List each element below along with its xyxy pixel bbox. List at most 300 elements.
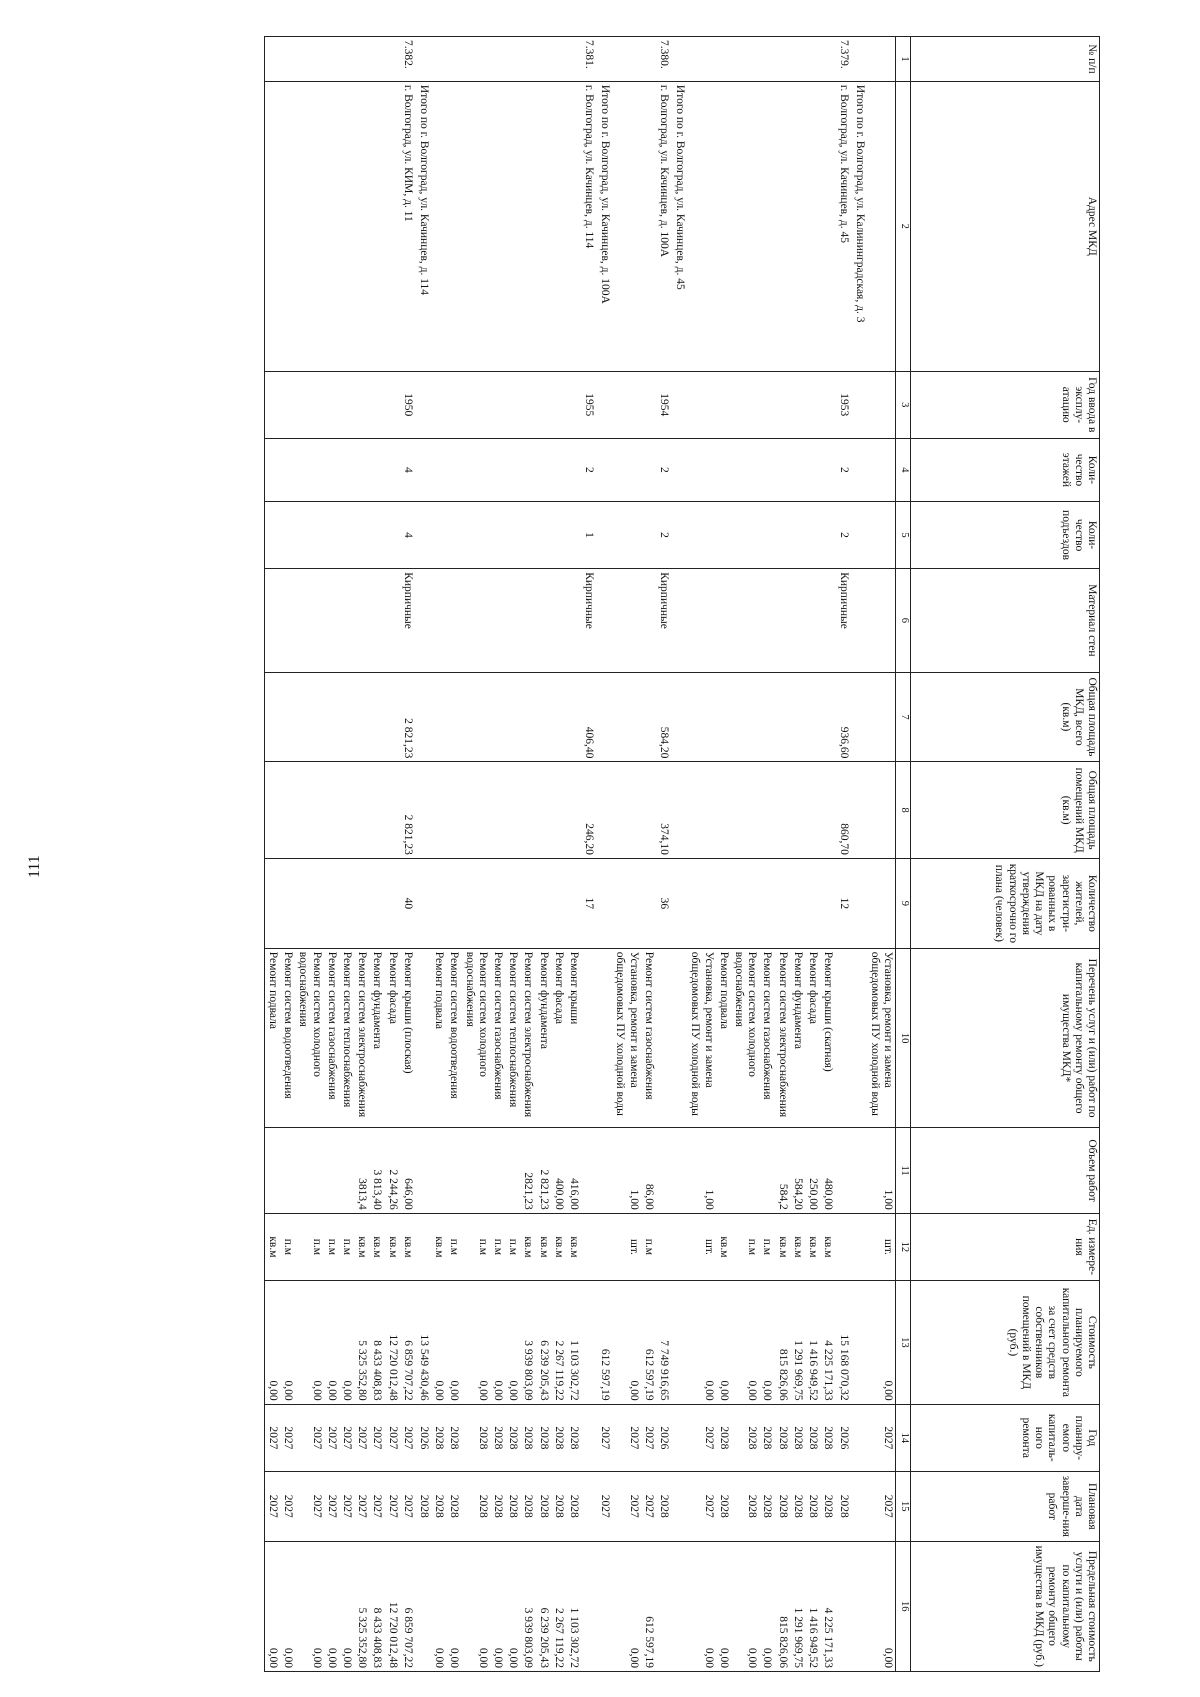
table-cell [687, 762, 715, 859]
table-cell [805, 501, 820, 568]
table-cell [820, 81, 835, 371]
table-cell [851, 1128, 867, 1213]
table-cell: 584,2 [774, 1128, 789, 1213]
table-cell: г. Волгоград, ул. КИМ, д. 11 [400, 81, 415, 371]
table-cell [596, 1541, 612, 1671]
table-cell: 2028 [446, 1404, 461, 1471]
table-cell: Ремонт систем электроснабжения [774, 948, 789, 1128]
table-cell: 1,00 [612, 1128, 640, 1213]
table-cell: 2027 [369, 1404, 384, 1471]
table-cell [820, 762, 835, 859]
table-cell: 0,00 [295, 1541, 323, 1671]
table-cell [505, 1128, 520, 1213]
table-cell: кв.м [384, 1213, 399, 1280]
table-cell [461, 762, 489, 859]
table-cell: 2028 [446, 1472, 461, 1542]
table-cell [461, 371, 489, 438]
table-cell: 815 826,06 [774, 1281, 789, 1405]
table-cell: Ремонт крыши [566, 948, 581, 1128]
column-header: Год планиру-емого капиталь-ного ремонта [911, 1404, 1100, 1471]
table-cell: 7.381. [581, 37, 596, 82]
table-cell [687, 858, 715, 948]
table-cell [671, 438, 687, 501]
table-cell: 2028 [490, 1404, 505, 1471]
table-cell [731, 672, 759, 762]
table-cell [339, 1128, 354, 1213]
table-cell: 612 597,19 [641, 1541, 656, 1671]
table-cell [566, 569, 581, 672]
table-cell [716, 569, 731, 672]
table-cell: 2028 [790, 1404, 805, 1471]
column-header: Перечень услуг и (или) работ по капитальному ремонту общего имущества МКД* [911, 948, 1100, 1128]
table-cell: 612 597,19 [641, 1281, 656, 1405]
table-cell: Ремонт систем холодного водоснабжения [295, 948, 323, 1128]
table-cell: 5 325 352,80 [354, 1281, 369, 1405]
table-cell: кв.м [716, 1213, 731, 1280]
table-cell [264, 37, 280, 82]
table-cell: 2028 [431, 1404, 446, 1471]
table-cell [264, 569, 280, 672]
table-cell: Ремонт систем водоотведения [280, 948, 295, 1128]
table-cell [671, 37, 687, 82]
table-cell: Ремонт систем водоотведения [446, 948, 461, 1128]
table-cell: 12 [835, 858, 850, 948]
column-number: 5 [896, 501, 911, 568]
table-cell: 2028 [656, 1472, 671, 1542]
table-cell: Кирпичные [581, 569, 596, 672]
table-cell: 2027 [339, 1472, 354, 1542]
table-cell [505, 672, 520, 762]
table-cell [687, 501, 715, 568]
table-cell [551, 81, 566, 371]
table-cell [354, 569, 369, 672]
table-cell [446, 81, 461, 371]
table-cell: 7.380. [656, 37, 671, 82]
table-cell [446, 438, 461, 501]
table-cell [415, 1128, 431, 1213]
table-cell [774, 672, 789, 762]
table-cell [551, 858, 566, 948]
table-cell [835, 1128, 850, 1213]
table-row [790, 37, 805, 1672]
table-cell: 0,00 [324, 1281, 339, 1405]
table-cell: кв.м [431, 1213, 446, 1280]
table-cell [431, 569, 446, 672]
table-cell: 8 433 408,83 [369, 1281, 384, 1405]
table-cell [581, 1128, 596, 1213]
table-cell [551, 37, 566, 82]
table-row [295, 37, 323, 1672]
table-cell [656, 1213, 671, 1280]
table-cell: 2028 [566, 1404, 581, 1471]
table-cell: 2 [581, 438, 596, 501]
table-cell [461, 1128, 489, 1213]
table-cell [415, 672, 431, 762]
table-row [805, 37, 820, 1672]
table-cell: 0,00 [431, 1281, 446, 1405]
table-cell: 2027 [280, 1404, 295, 1471]
table-cell: 2028 [490, 1472, 505, 1542]
table-cell [612, 858, 640, 948]
table-cell: 1955 [581, 371, 596, 438]
table-cell: Ремонт фундамента [790, 948, 805, 1128]
table-cell [805, 569, 820, 672]
table-cell: 2028 [790, 1472, 805, 1542]
table-cell: 2028 [461, 1404, 489, 1471]
table-cell [851, 371, 867, 438]
table-cell: 3 939 803,09 [520, 1281, 535, 1405]
table-cell [790, 858, 805, 948]
table-cell [671, 569, 687, 672]
table-cell [759, 762, 774, 859]
table-cell [446, 762, 461, 859]
table-cell: п.м [505, 1213, 520, 1280]
table-cell [671, 1541, 687, 1671]
table-cell: 3 813,40 [369, 1128, 384, 1213]
table-cell: 2028 [566, 1472, 581, 1542]
table-cell [656, 1541, 671, 1671]
table-cell [490, 371, 505, 438]
table-cell: Кирпичные [835, 569, 850, 672]
table-cell: 2028 [820, 1404, 835, 1471]
table-cell [566, 371, 581, 438]
table-cell [716, 672, 731, 762]
table-cell: Ремонт крыши (скатная) [820, 948, 835, 1128]
table-cell: 584,20 [790, 1128, 805, 1213]
table-cell [354, 37, 369, 82]
table-cell [295, 858, 323, 948]
table-cell [339, 371, 354, 438]
table-cell: кв.м [566, 1213, 581, 1280]
repair-plan-table [264, 36, 1100, 1672]
table-cell: 2028 [759, 1472, 774, 1542]
table-row [431, 37, 446, 1672]
table-cell [867, 672, 896, 762]
table-cell [384, 37, 399, 82]
table-cell: 2 267 119,22 [551, 1541, 566, 1671]
table-cell [551, 501, 566, 568]
table-cell [505, 438, 520, 501]
table-cell [446, 569, 461, 672]
table-cell: 1,00 [867, 1128, 896, 1213]
table-cell: 1 416 949,52 [805, 1281, 820, 1405]
table-cell [369, 762, 384, 859]
table-cell [820, 672, 835, 762]
column-number: 8 [896, 762, 911, 859]
table-cell [805, 858, 820, 948]
table-cell [339, 569, 354, 672]
table-cell [295, 37, 323, 82]
table-cell [805, 37, 820, 82]
table-cell: 2027 [280, 1472, 295, 1542]
table-cell: 2027 [384, 1472, 399, 1542]
table-cell [581, 1541, 596, 1671]
table-cell [687, 81, 715, 371]
table-cell: 0,00 [687, 1281, 715, 1405]
table-cell: кв.м [264, 1213, 280, 1280]
table-cell: 0,00 [687, 1541, 715, 1671]
table-cell [415, 1213, 431, 1280]
table-cell: 2026 [415, 1404, 431, 1471]
table-cell: п.м [339, 1213, 354, 1280]
table-cell [520, 762, 535, 859]
table-cell: п.м [641, 1213, 656, 1280]
table-row [280, 37, 295, 1672]
table-cell [596, 858, 612, 948]
column-header: Предельная стоимость услуги и (или) работы по капитальному ремонту общего имущества в МКД (руб.) [911, 1541, 1100, 1671]
table-cell [612, 81, 640, 371]
table-cell: Установка, ремонт и замена общедомовых ПУ холодной воды [687, 948, 715, 1128]
table-cell: кв.м [820, 1213, 835, 1280]
table-cell [867, 762, 896, 859]
table-cell: п.м [461, 1213, 489, 1280]
table-cell [446, 371, 461, 438]
column-number: 2 [896, 81, 911, 371]
table-cell [867, 569, 896, 672]
table-cell [431, 371, 446, 438]
table-cell [324, 1128, 339, 1213]
table-cell [612, 762, 640, 859]
table-cell [731, 37, 759, 82]
table-cell [759, 672, 774, 762]
table-cell [505, 858, 520, 948]
table-cell: Ремонт систем электроснабжения [354, 948, 369, 1128]
table-cell [384, 371, 399, 438]
table-cell [446, 1128, 461, 1213]
table-cell: 584,20 [656, 672, 671, 762]
table-row [400, 37, 415, 1672]
table-cell: 1954 [656, 371, 671, 438]
table-cell: п.м [759, 1213, 774, 1280]
table-cell [280, 81, 295, 371]
column-number: 15 [896, 1472, 911, 1542]
table-cell: 2028 [520, 1404, 535, 1471]
table-cell [431, 81, 446, 371]
table-cell [324, 371, 339, 438]
table-cell: 2 [835, 501, 850, 568]
table-cell [324, 762, 339, 859]
table-row [596, 37, 612, 1672]
table-cell: кв.м [551, 1213, 566, 1280]
table-cell: 2028 [716, 1472, 731, 1542]
table-row [759, 37, 774, 1672]
table-row [384, 37, 399, 1672]
table-row [687, 37, 715, 1672]
table-cell [280, 501, 295, 568]
table-cell [490, 81, 505, 371]
table-cell: 2027 [400, 1404, 415, 1471]
table-cell [731, 501, 759, 568]
table-cell: 2027 [354, 1472, 369, 1542]
table-cell [805, 672, 820, 762]
table-row [566, 37, 581, 1672]
table-cell [671, 672, 687, 762]
table-cell: 2028 [759, 1404, 774, 1471]
table-cell [535, 569, 550, 672]
table-cell [687, 371, 715, 438]
table-cell: 2027 [295, 1404, 323, 1471]
table-row [716, 37, 731, 1672]
table-cell [431, 762, 446, 859]
table-cell [551, 371, 566, 438]
table-cell: 2028 [774, 1404, 789, 1471]
table-cell [566, 81, 581, 371]
table-row [369, 37, 384, 1672]
table-cell [687, 438, 715, 501]
table-cell [505, 569, 520, 672]
table-cell [431, 858, 446, 948]
table-cell [641, 569, 656, 672]
table-cell: 400,00 [551, 1128, 566, 1213]
table-header [896, 37, 1100, 1672]
table-cell [461, 569, 489, 672]
table-cell: 2028 [431, 1472, 446, 1542]
table-cell [280, 37, 295, 82]
table-cell: шт. [612, 1213, 640, 1280]
table-cell [687, 569, 715, 672]
table-cell: 2027 [400, 1472, 415, 1542]
table-cell: 0,00 [339, 1541, 354, 1671]
table-cell: 0,00 [446, 1281, 461, 1405]
table-cell [415, 438, 431, 501]
table-cell: п.м [280, 1213, 295, 1280]
table-cell: Ремонт систем газоснабжения [641, 948, 656, 1128]
column-header: Плановая дата заверше-ния работ [911, 1472, 1100, 1542]
table-cell [264, 1128, 280, 1213]
table-row [774, 37, 789, 1672]
table-cell: 0,00 [716, 1281, 731, 1405]
table-cell: 7 749 916,65 [656, 1281, 671, 1405]
table-cell [820, 569, 835, 672]
table-cell: 4 225 171,33 [820, 1281, 835, 1405]
table-cell: Ремонт фасада [805, 948, 820, 1128]
table-cell [490, 858, 505, 948]
table-cell [851, 1541, 867, 1671]
table-cell: 860,70 [835, 762, 850, 859]
column-header: Общая площадь МКД, всего (кв.м) [911, 672, 1100, 762]
table-cell [369, 81, 384, 371]
table-cell [820, 501, 835, 568]
table-cell [280, 1128, 295, 1213]
column-number: 10 [896, 948, 911, 1128]
column-header: Объем работ [911, 1128, 1100, 1213]
table-cell: 0,00 [264, 1281, 280, 1405]
table-cell [431, 37, 446, 82]
table-cell [535, 37, 550, 82]
table-cell: 6 239 205,43 [535, 1281, 550, 1405]
table-cell [339, 37, 354, 82]
table-cell [551, 762, 566, 859]
table-cell [264, 81, 280, 371]
table-cell [505, 762, 520, 859]
table-row [490, 37, 505, 1672]
table-cell: 406,40 [581, 672, 596, 762]
table-cell: 2027 [641, 1404, 656, 1471]
column-number: 9 [896, 858, 911, 948]
table-cell [520, 569, 535, 672]
table-cell [264, 762, 280, 859]
table-cell [641, 438, 656, 501]
table-cell [774, 762, 789, 859]
table-cell: 4 [400, 501, 415, 568]
table-cell [264, 501, 280, 568]
table-cell [851, 1213, 867, 1280]
table-cell: Ремонт крыши (плоская) [400, 948, 415, 1128]
table-cell [820, 37, 835, 82]
table-cell [774, 81, 789, 371]
table-cell [264, 438, 280, 501]
column-number: 16 [896, 1541, 911, 1671]
table-cell: 0,00 [446, 1541, 461, 1671]
table-cell [716, 371, 731, 438]
table-cell: 1 103 302,72 [566, 1281, 581, 1405]
table-cell: 2028 [774, 1472, 789, 1542]
table-cell [551, 569, 566, 672]
table-cell: 2027 [612, 1404, 640, 1471]
table-cell: 2028 [805, 1404, 820, 1471]
table-cell [867, 81, 896, 371]
table-cell [851, 672, 867, 762]
table-cell: Ремонт систем холодного водоснабжения [731, 948, 759, 1128]
table-cell: Ремонт систем теплоснабжения [505, 948, 520, 1128]
table-cell [716, 37, 731, 82]
table-cell [790, 37, 805, 82]
table-row [354, 37, 369, 1672]
table-cell: 0,00 [461, 1541, 489, 1671]
rotated-page [52, 36, 1100, 1672]
table-cell: 2028 [820, 1472, 835, 1542]
table-cell [805, 371, 820, 438]
table-cell: 416,00 [566, 1128, 581, 1213]
table-cell [835, 1541, 850, 1671]
table-cell [280, 672, 295, 762]
table-cell [581, 1213, 596, 1280]
table-cell: 2028 [805, 1472, 820, 1542]
table-cell: Ремонт систем теплоснабжения [339, 948, 354, 1128]
column-header: Коли-чество подъездов [911, 501, 1100, 568]
table-cell [774, 37, 789, 82]
table-cell [867, 371, 896, 438]
table-cell [415, 1541, 431, 1671]
table-cell: 0,00 [280, 1541, 295, 1671]
table-cell [339, 501, 354, 568]
table-cell: 612 597,19 [596, 1281, 612, 1405]
table-cell [641, 762, 656, 859]
table-cell: г. Волгоград, ул. Качинцев, д. 45 [835, 81, 850, 371]
table-cell [581, 1404, 596, 1471]
table-cell [535, 501, 550, 568]
table-cell [731, 371, 759, 438]
table-row [551, 37, 566, 1672]
table-cell: 0,00 [867, 1281, 896, 1405]
header-row [911, 37, 1100, 1672]
table-cell [671, 371, 687, 438]
table-cell: 2028 [731, 1404, 759, 1471]
table-cell: 2026 [835, 1404, 850, 1471]
table-cell [566, 37, 581, 82]
table-cell [867, 858, 896, 948]
table-cell [295, 81, 323, 371]
column-number: 4 [896, 438, 911, 501]
table-cell: 2027 [641, 1472, 656, 1542]
table-cell: Установка, ремонт и замена общедомовых ПУ холодной воды [867, 948, 896, 1128]
table-cell: 2027 [867, 1404, 896, 1471]
table-cell [354, 501, 369, 568]
table-cell [759, 438, 774, 501]
table-cell: 2027 [264, 1404, 280, 1471]
table-cell [731, 762, 759, 859]
table-cell [790, 501, 805, 568]
